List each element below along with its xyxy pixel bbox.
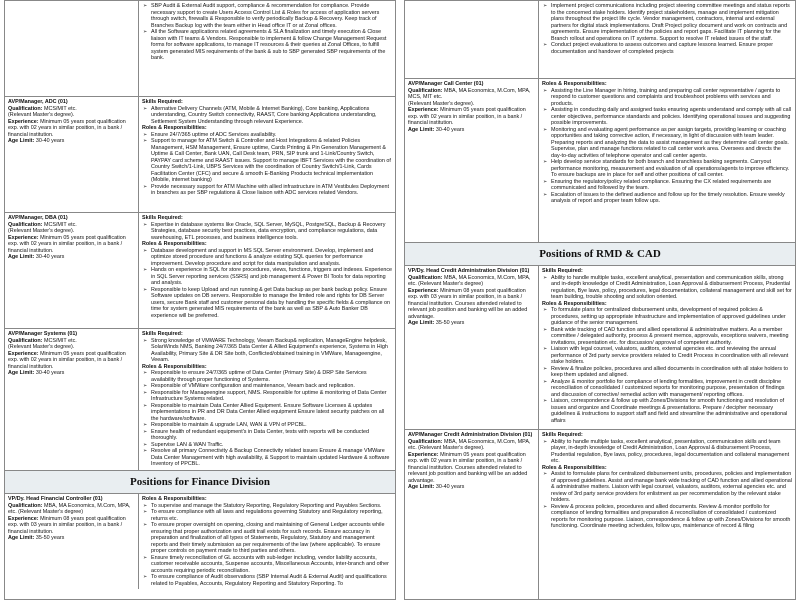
experience-label: Experience:	[8, 234, 39, 241]
field-line	[8, 351, 135, 371]
skills-heading: Skills Required:	[142, 99, 183, 105]
skills-heading: Skills Required:	[542, 432, 583, 438]
skills-list	[142, 222, 392, 242]
bullet-item: ➢ Responsible to maintain Data Center Allied Equipment. Ensure Software Licenses & updates implementations in PR and DR Data Center Allied equipment Ensure latest security patches on all the hardware/software.	[151, 403, 392, 423]
experience-value: Minimum 05 years post qualification exp. with 02 years in similar position, in a bank / financial institution.	[8, 118, 126, 138]
experience-label: Experience:	[408, 287, 439, 294]
bullet-item: ➢ Provide necessary support for ATM Machine with allied infrastructure in ATM Vestibules Deployment in branches as per SBP regulations & Close liaison with ADC services related Vendors.	[151, 184, 392, 197]
qualification-note: (Relevant Master's degree).	[8, 344, 75, 350]
bullet-item: ➢ Monitoring and evaluating agent performance as per assign targets, providing learning or coaching opportunities and taking corrective action, if necessary, in light of discussion with team leader. Preparing reports and analyzing the data to assist management as they determine call center goals. Supervise, plan and manage functions related to call center work area. Oversees and directs the day-to-day activities of telephone operator and call center agents.	[551, 127, 792, 160]
bullet-item: ➢ Ability to handle multiple tasks, excellent analytical, presentation and communication skills, strong and in-depth knowledge of Credit Administration, Loan Approval & disbursement Process, Prudential regulation, Bye laws, policy, procedures, legal documentation, collateral management and skill set for team building, trouble shooting and solution oriented.	[551, 275, 792, 301]
bullet-item: ➢ All the Software applications related agreements & SLA finalization and timely execution & Close liaison with IT teams & Vendors. Responsible to implement & follow Change Management Request forms for software applications, to manage IT resources & their queries at Zonal Offices, to fulfill system generated MIS requirements of the bank & sub to SBP generated SBP requirements of the bank.	[151, 29, 392, 62]
age-value: 30-40 years	[35, 254, 65, 260]
bullet-item: ➢ Ensure health of redundant equipment's in Data Center, tests with reports will be conducted thoroughly.	[151, 429, 392, 442]
age-value: 30-40 years	[435, 484, 465, 490]
experience-value: Minimum 08 years post qualification exp. with 03 years in similar position, in a bank / financial institution. Courses attended related to relevant job position and banking will be an added advantage.	[408, 287, 528, 320]
skills-list	[142, 338, 392, 364]
bullet-item: ➢ Review & finalize policies, procedures and allied documents in coordination with all stake holders to keep them updated and aligned.	[551, 366, 792, 379]
qualification-value: MBA, MA Economics, M.Com, MPA, etc. (Relevant Master's degree)	[8, 502, 131, 515]
it-continuation-row	[5, 1, 395, 97]
bullet-item: ➢ Responsible of VMWare configuration and maintenance, Veeam back and replication.	[151, 383, 392, 390]
qualification-value: MBA, MA Economics, M.Com, MPA, etc. (Relevant Master's degree)	[408, 274, 531, 287]
experience-value: Minimum 08 years post qualification exp. with 03 years in similar position, in a bank / financial institution.	[8, 515, 126, 535]
age-label: Age Limit:	[8, 254, 35, 260]
bullet-item: ➢ Supervise LAN & WAN Traffic.	[151, 442, 392, 449]
field-line	[408, 452, 535, 485]
bullet-item: ➢ Responsible for Manageengine support, NMS. Responsible for uptime & monitoring of Data Center Infrastructure Systems related.	[151, 390, 392, 403]
qualification-note: (Relevant Master's degree).	[8, 228, 75, 234]
skills-list	[542, 439, 792, 465]
qualification-label: Qualification:	[8, 502, 43, 509]
rmd-heading: Positions of RMD & CAD	[405, 243, 795, 266]
detail-cell	[539, 430, 795, 600]
skills-list	[542, 275, 792, 301]
experience-value: Minimum 05 years post qualification exp. with 02 years in similar position, in a bank / financial institution. Courses attended related to relevant job position and banking will be an added advantage.	[408, 451, 528, 484]
field-line	[8, 370, 135, 377]
bullet-item: ➢ To ensure compliance of Audit observations (SBP Internal Audit & External Audit) and qualifications related to Payables, Accounts, Regulatory Reporting and Statutory Reporting. To	[151, 574, 392, 587]
rmd-positions	[405, 266, 795, 600]
roles-list	[142, 370, 392, 468]
bullet-item: ➢ Ensure timely reconciliation of GL accounts with sub-ledger including, vendor liability accounts, customer receivable accounts, Suspense accounts, Miscellaneous Accounts, inter-branch and other accounts requiring periodic reconciliation.	[151, 555, 392, 575]
roles-list	[542, 471, 792, 530]
detail-cell	[539, 266, 795, 429]
position-title: AVP/Manager Call Center (01)	[408, 81, 484, 87]
post-cell	[5, 329, 139, 470]
post-cell	[405, 266, 539, 429]
experience-label: Experience:	[8, 350, 39, 357]
field-line	[408, 288, 535, 321]
qualification-label: Qualification:	[8, 337, 43, 344]
experience-label: Experience:	[408, 107, 439, 113]
bullet-item: ➢ Review & process policies, procedures and allied documents. Review & monitor portfolio for compliance of lending formalities and preparation & reconciliation of consolidated / customized reports for monitoring purpose. Liaison, correspondence & follow up with Zones/Divisions for smooth functioning. Coordinate meeting schedules, follow ups, maintenance of record & filing	[551, 504, 792, 530]
qualification-label: Qualification:	[408, 274, 443, 281]
roles-list	[542, 88, 792, 205]
skills-heading: Skills Required:	[142, 215, 183, 221]
skills-heading: Skills Required:	[142, 331, 183, 337]
position-title: AVP/Manager Credit Administration Division (01)	[408, 432, 533, 438]
field-line	[8, 138, 135, 145]
field-line	[408, 275, 535, 288]
bullet-item: ➢ Implement project communications including project steering committee meetings and status reports to the concerned stake holders. Identify project stakeholders, manage and implement mitigation plans throughout the project life cycle. Vendor management, contractors, internal and external partners for digital stack implementations. Draft Project policy document and work on contracts and agreements. Ensure implementation of the policies and report gaps. Facilitate IT planning for the Branch rollout and operations on IT systems. Support to resolve IT related issues of the staff.	[551, 3, 792, 42]
post-cell	[5, 213, 139, 328]
detail-cell	[139, 494, 395, 589]
roles-heading: Roles & Responsibilities:	[542, 81, 607, 87]
project-continuation-row	[405, 1, 795, 79]
it-positions	[5, 97, 395, 471]
bullet-item: ➢ Responsible to ensure 24/7/365 uptime of Data Center (Primary Site) & DRP Site Services availability through proper functioning of Systems.	[151, 370, 392, 383]
experience-value: Minimum 05 years post qualification exp. with 02 years in similar position, in a bank / financial institution.	[8, 350, 126, 370]
bullet-item: ➢ Assisting in conducting daily and assigned tasks ensuring agents understand and comply with all call center objectives, performance standards and policies. Identifying operational issues and suggesting possible improvements.	[551, 107, 792, 127]
roles-heading: Roles & Responsibilities:	[142, 496, 207, 502]
roles-list	[142, 132, 392, 197]
bullet-list	[542, 3, 792, 55]
experience-label: Experience:	[8, 515, 39, 522]
qualification-note: (Relevant Master's degree).	[408, 100, 475, 107]
bullet-item: ➢ Bank wide tracking of CAD function and allied operational & administrative matters. As a member committee / delegated authority, process & present memos, approvals, exceptions waivers, meeting invitations, presentation etc. for discussion/ approval of competent authority.	[551, 327, 792, 347]
post-cell	[5, 97, 139, 212]
bullet-list	[142, 3, 392, 62]
field-line	[8, 235, 135, 255]
blank-post-cell	[5, 1, 139, 96]
position-row	[405, 430, 795, 600]
bullet-item: ➢ To supervise and manage the Statutory Reporting, Regulatory Reporting and Payables Sections.	[151, 503, 392, 510]
bullet-item: ➢ Assist to formulate plans for centralized disbursement units, procedures, policies and implementation of approved guidelines. Assist and manage bank wide tracking of CAD function and allied operational & administrative matters. Liaison with legal counsel, valuators, auditors, external agencies etc. and review of 3rd party service providers for enlistment as per recommendation by the relevant stake holders.	[551, 471, 792, 504]
bullet-item: ➢ Alternative Delivery Channels (ATM, Mobile & Internet Banking), Core banking, Applications understanding, Country Switch connectivity, RAAST, Core banking Applications understanding, Settlement System Understanding through relevant Experience.	[151, 106, 392, 126]
qualification-value: MCS/MIT etc.	[43, 221, 77, 228]
bullet-item: ➢ Ensure 24/7/365 uptime of ADC Services availability.	[151, 132, 392, 139]
bullet-item: ➢ Escalation of issues to the defined audience and follow up for the timely resolution. Ensure weekly analysis of report and proper team follow ups.	[551, 192, 792, 205]
field-line	[408, 320, 535, 327]
age-value: 30-40 years	[435, 126, 465, 133]
post-cell	[405, 79, 539, 242]
bullet-item: ➢ SBP Audit & External Audit support, compliance & recommendation for compliance. Provide necessary support to create Users Access Control List & Roles for access of application servers through switch, firewalls & Responsible to verify periodically Backup & Recovery. Keep track of Branches Backup log with the team either in Head office IT or at Zonal offices.	[151, 3, 392, 29]
age-label: Age Limit:	[8, 370, 35, 376]
field-line	[8, 254, 135, 261]
skills-heading: Skills Required:	[542, 268, 583, 274]
age-value: 30-40 years	[35, 138, 65, 144]
bullet-item: ➢ Conduct project evaluations to assess outcomes and capture lessons learned. Ensure proper documentation and handover of completed projects	[551, 42, 792, 55]
qualification-label: Qualification:	[8, 221, 43, 228]
roles-heading: Roles & Responsibilities:	[142, 363, 207, 370]
roles-heading: Roles & Responsibilities:	[142, 241, 207, 247]
finance-heading: Positions for Finance Division	[5, 471, 395, 494]
bullet-item: ➢ Liaison with legal counsel, valuators, auditors, external agencies etc. and reviewing the annual performance of 3rd party service providers related to Credit Process in coordination with all relevant stake holders.	[551, 346, 792, 366]
experience-value: Minimum 05 years post qualification exp. with 02 years in similar position, in a bank / financial institution.	[8, 234, 126, 254]
position-title: AVP/Manager, DBA (01)	[8, 215, 68, 221]
position-row	[5, 97, 395, 213]
bullet-item: ➢ Responsible to maintain & upgrade LAN, WAN & VPN of PPCBL.	[151, 422, 392, 429]
position-row	[5, 494, 395, 589]
bullet-item: ➢ To ensure proper oversight on opening, closing and maintaining of General Ledger accounts while ensuring that proper authorization and audit trail exists for such records. Ensure accuracy in preparation and finalization of all types of Statements, Regulatory, Statutory and management reports and their timely submission as per requirements of the law (where applicable). To ensure proper controls on payment made to third parties and others.	[151, 522, 392, 555]
age-label: Age Limit:	[408, 484, 435, 490]
left-column	[4, 0, 396, 600]
bullet-item: ➢ Hands on experience in SQL for store procedures, views, functions, triggers and indexes. Experience in SQL Server reporting services (SSRS) and job management & Power BI Tools for data reporting and analysis.	[151, 267, 392, 287]
right-column	[404, 0, 796, 600]
qualification-value: MBA, MA Economics, M.Com, MPA, etc. (Relevant Master's degree).	[408, 438, 531, 451]
age-value: 35-50 years	[435, 320, 465, 326]
post-cell	[5, 494, 139, 589]
qualification-label: Qualification:	[408, 87, 443, 94]
field-line	[408, 439, 535, 452]
bullet-item: ➢ To formulate plans for centralized disbursement units, development of required policies & procedures, setting up appropriate infrastructure and implementation of approved guidelines under guidance of the senior management.	[551, 307, 792, 327]
bullet-item: ➢ Support to manage for ATM Switch & Controller and Host Integrations & related Policies Management, HSM Management, Ensure uptime, Cards Printing & Pin Generation Management & Uptime & Call Center, Bank UAN, Call Desk team, PRN, SIP trunk and 1-Link/Country Switch, PAYPAY card scheme and RAAST issues. Support to manage IBFT Services with the coordination of Country Switch/1-Link, UBPS Services with the coordination of Country Switch/1-Link, Cards Facilitation Center (CFC) and secure & smooth E-Banking Products technical implementation (Mobile, internet banking)	[151, 138, 392, 184]
qualification-note: (Relevant Master's degree).	[8, 112, 75, 118]
position-title: VP/Dy. Head Financial Controller (01)	[8, 496, 103, 502]
bullet-item: ➢ Resolve all primary Connectivity & Backup Connectivity related issues Ensure & manage VMWare Data Center Management with high availability, & Support to maintain updated Hardware & software Inventory of PPCBL.	[151, 448, 392, 468]
post-cell	[405, 430, 539, 600]
roles-list	[142, 503, 392, 588]
detail-cell	[139, 1, 395, 96]
qualification-value: MCS/MIT etc.	[43, 105, 77, 112]
position-title: VP/Dy. Head Credit Administration Division (01)	[408, 268, 530, 274]
bullet-item: ➢ Assisting the Line Manager in hiring, training and preparing call center representative / agents to respond to customer questions and complaints and troubleshoot problems with services and products.	[551, 88, 792, 108]
bullet-item: ➢ Ensuring the regulatory/policy related compliance. Ensuring the CX related requirements are communicated and followed by the team.	[551, 179, 792, 192]
roles-list	[142, 248, 392, 320]
qualification-label: Qualification:	[408, 438, 443, 445]
detail-cell	[139, 329, 395, 470]
bullet-item: ➢ To ensure compliance with all laws and regulations governing Statutory and Regulatory reporting, returns etc.	[151, 509, 392, 522]
bullet-item: ➢ Strong knowledge of VMWARE Technology, Veeam Backup& replication, ManageEngine helpdesk, SolarWinds NMS, Banking 24/7/365 Data Center & Allied Equipment's experience, Systems in High Availability, Primary Site & DR Site both, Conflicted/obtained training in VMWare, Manageengine, Veeam.	[151, 338, 392, 364]
position-row	[5, 213, 395, 329]
experience-label: Experience:	[408, 451, 439, 458]
qualification-label: Qualification:	[8, 105, 43, 112]
age-label: Age Limit:	[408, 320, 435, 326]
blank-post-cell	[405, 1, 539, 78]
skills-list	[142, 106, 392, 126]
roles-heading: Roles & Responsibilities:	[542, 300, 607, 307]
bullet-item: ➢ Database development and support in MS SQL Server environment. Develop, implement and optimize stored procedure and functions & analyze existing SQL queries for performance improvement. Develop procedure and script for data manipulation and analysis.	[151, 248, 392, 268]
qualification-value: MBA, MA Economics, M.Com, MPA, MCS, MIT etc.	[408, 87, 531, 100]
detail-cell	[539, 1, 795, 78]
bullet-item: ➢ Help develop service standards for both branch and branchless banking segments. Carryout performance monitoring, measurement and evaluation of all operations/agents to improve efficiency. To ensure backups are in place for self and other positions of call center.	[551, 159, 792, 179]
position-row	[405, 79, 795, 243]
position-row	[405, 266, 795, 430]
bullet-item: ➢ Responsible to keep Upload and run running & get Data backup as per bank backup policy. Ensure Software updates on DB servers. Responsible to manage the limited role and rights for DB Server users, secure Bank staff and customer personal data by handling the specific fields & compliance on time for system generated MIS requirements of the bank as well as SBP & Auto Banker DB experience will be preferred.	[151, 287, 392, 320]
position-row	[5, 329, 395, 471]
bullet-item: ➢ Analyze & monitor portfolio for compliance of lending formalities, improvement in credit discipline reconciliation of consolidated / customized reports for monitoring purpose, presentation of findings and discussion of corrective/ remedial action with management/ reporting offices.	[551, 379, 792, 399]
position-title: AVP/Manager, ADC (01)	[8, 99, 68, 105]
bullet-item: ➢ Expertise in database systems like Oracle, SQL Server, MySQL, PostgreSQL, Backup & Recovery Strategies, database security best practices, data encryption, and compliance regulations, data warehousing, ETL processes, and business intelligence tools.	[151, 222, 392, 242]
detail-cell	[139, 97, 395, 212]
roles-heading: Roles & Responsibilities:	[142, 125, 207, 131]
experience-value: Minimum 05 years post qualification exp. with 02 years in similar position, in a bank / financial institution.	[408, 107, 526, 126]
age-label: Age Limit:	[408, 126, 435, 133]
position-title: AVP/Manager Systems (01)	[8, 331, 78, 337]
experience-label: Experience:	[8, 118, 39, 125]
age-value: 35-50 years	[35, 535, 65, 541]
age-label: Age Limit:	[8, 535, 35, 541]
detail-cell	[539, 79, 795, 242]
bullet-item: ➢ Ability to handle multiple tasks, excellent analytical, presentation, communication skills and team player, in-depth knowledge of Credit Administration, Loan Approval & disbursement Process, Prudential regulation, Bye laws, policy, procedures, legal documentation and collateral management etc.	[551, 439, 792, 465]
age-label: Age Limit:	[8, 138, 35, 144]
roles-heading: Roles & Responsibilities:	[542, 464, 607, 471]
bullet-item: ➢ Liaison, correspondence & follow up with Zones/Divisions for smooth functioning and resolution of issues and organize and Coordinate meetings & presentations. Prepare / decipher necessary guidelines & instructions to support staff and field and streamline the administrative and operational affairs	[551, 398, 792, 424]
field-line	[8, 119, 135, 139]
roles-list	[542, 307, 792, 424]
field-line	[408, 484, 535, 491]
age-value: 30-40 years	[35, 370, 65, 376]
detail-cell	[139, 213, 395, 328]
qualification-value: MCS/MIT etc.	[43, 337, 77, 344]
